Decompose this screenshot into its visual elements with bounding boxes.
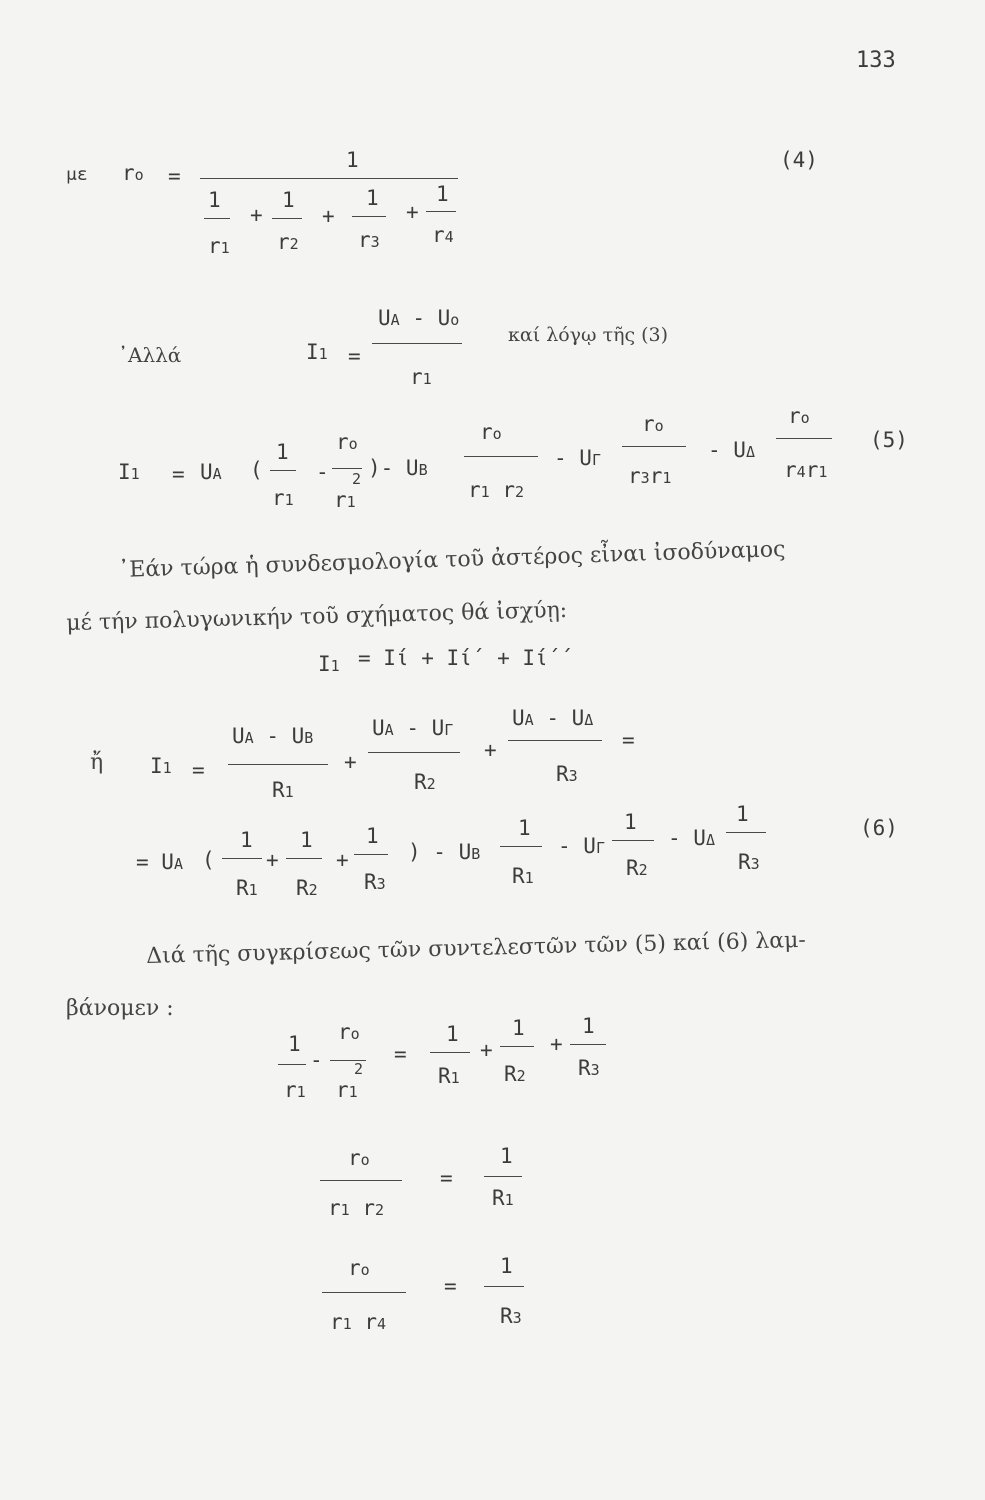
res1-f5-bar — [570, 1044, 606, 1045]
eq-r-f1-num: UA - UB — [232, 724, 314, 748]
res2-rhs-num: 1 — [500, 1144, 513, 1168]
eq4-term2-den: r2 — [277, 230, 299, 254]
res2-rhs-bar — [484, 1176, 522, 1177]
eq4-term4-bar — [426, 211, 456, 212]
eq5-tag: (5) — [870, 428, 908, 452]
eq4-numerator: 1 — [346, 148, 359, 172]
eq5-minus-ud: - UΔ — [708, 438, 755, 462]
eq6-close-ub: ) - UB — [408, 840, 481, 864]
res1-equals: = — [394, 1042, 407, 1066]
eq6-f6-num: 1 — [736, 802, 749, 826]
res1-f3-bar — [430, 1052, 470, 1053]
eq4-term2-num: 1 — [282, 188, 295, 212]
eq5-f4-den: r3r1 — [628, 464, 672, 488]
eq6-f2-den: R2 — [296, 876, 318, 900]
alla-after-text: καί λόγῳ τῆς (3) — [508, 324, 669, 346]
res3-den: r1 r4 — [330, 1310, 387, 1334]
eq4-lhs: ro — [122, 161, 144, 185]
eq6-f5-bar — [612, 840, 654, 841]
eq6-f4-bar — [500, 846, 542, 847]
paragraph1-line1: ᾽Εάν τώρα ἡ συνδεσμολογία τοῦ ἀστέρος εἶναι ἰσοδύναμος — [117, 537, 786, 583]
eq-r-equals: = — [192, 758, 205, 782]
eq6-open-paren: ( — [202, 848, 215, 872]
eq4-term3-bar — [352, 216, 386, 217]
eq5-f4-num: ro — [642, 412, 664, 436]
res1-f1-num: 1 — [288, 1032, 301, 1056]
eq6-f1-bar — [222, 858, 262, 859]
res1-f3-den: R1 — [438, 1064, 460, 1088]
eq-r-f2-num: UA - UΓ — [372, 716, 454, 740]
res1-f3-num: 1 — [446, 1022, 459, 1046]
eq5-f2-bar — [332, 468, 362, 469]
alla-numerator: UA - Uo — [378, 306, 460, 330]
eq6-f2-num: 1 — [300, 828, 313, 852]
eq4-term1-bar — [204, 218, 230, 219]
eq6-f3-bar — [354, 854, 388, 855]
sum-lhs: I1 — [318, 652, 340, 676]
eq5-f3-bar — [464, 456, 538, 457]
eq6-f4-num: 1 — [518, 816, 531, 840]
res1-plus-1: + — [480, 1038, 493, 1062]
eq6-minus-ud: - UΔ — [668, 826, 715, 850]
eq4-plus-2: + — [322, 204, 335, 228]
eq6-plus-1: + — [266, 848, 279, 872]
eq5-ua: UA — [200, 460, 222, 484]
eq5-f1-num: 1 — [276, 440, 289, 464]
eq6-f5-den: R2 — [626, 856, 648, 880]
eq4-main-fraction-bar — [200, 178, 458, 179]
eq-r-f3-bar — [508, 740, 602, 741]
alla-equals: = — [348, 344, 361, 368]
res1-f2-num: ro — [338, 1020, 360, 1044]
eq5-lhs: I1 — [118, 460, 140, 484]
eq4-term1-den: r1 — [208, 234, 230, 258]
eq6-f4-den: R1 — [512, 864, 534, 888]
eq6-tag: (6) — [860, 816, 898, 840]
eq6-f2-bar — [286, 858, 322, 859]
eq5-f4-bar — [622, 446, 686, 447]
res2-den: r1 r2 — [328, 1196, 385, 1220]
eq-r-f1-den: R1 — [272, 778, 294, 802]
res1-plus-2: + — [550, 1032, 563, 1056]
eq6-f3-den: R3 — [364, 870, 386, 894]
paragraph1-line2: μέ τήν πολυγωνικήν τοῦ σχήματος θά ἰσχύῃ: — [65, 597, 568, 636]
alla-word: ᾽Αλλά — [118, 343, 182, 367]
paragraph2-line1: Διά τῆς συγκρίσεως τῶν συντελεστῶν τῶν (5) καί (6) λαμ- — [145, 927, 807, 969]
paragraph2-line2: βάνομεν : — [66, 996, 174, 1021]
eq5-f2-den: r1 — [334, 488, 356, 512]
eq4-term4-num: 1 — [436, 182, 449, 206]
res2-equals: = — [440, 1166, 453, 1190]
sum-rhs: = Iί + Iί΄ + Iί΄΄ — [358, 646, 573, 670]
eq4-term4-den: r4 — [432, 223, 454, 247]
res1-f4-bar — [500, 1046, 534, 1047]
res3-rhs-bar — [484, 1286, 524, 1287]
res1-minus: - — [310, 1048, 323, 1072]
res1-f2-den: r1 — [336, 1078, 358, 1102]
eq5-close-ub: )- UB — [368, 456, 428, 480]
res2-rhs-den: R1 — [492, 1186, 514, 1210]
eq5-f1-bar — [270, 470, 296, 471]
eq-r-f2-den: R2 — [414, 770, 436, 794]
eq5-f2-den-sup: 2 — [352, 470, 362, 488]
eq4-lead-word: με — [66, 164, 88, 185]
eq4-term2-bar — [272, 218, 302, 219]
page-number: 133 — [856, 48, 896, 73]
eq4-term3-num: 1 — [366, 186, 379, 210]
res2-bar — [320, 1180, 402, 1181]
res3-num: ro — [348, 1256, 370, 1280]
eq5-f1-den: r1 — [272, 486, 294, 510]
res3-bar — [322, 1292, 406, 1293]
eq-r-lhs: I1 — [150, 754, 172, 778]
eq5-minus: - — [316, 460, 329, 484]
eq5-f5-num: ro — [788, 404, 810, 428]
res3-rhs-num: 1 — [500, 1254, 513, 1278]
res1-f1-den: r1 — [284, 1078, 306, 1102]
eq6-f1-num: 1 — [240, 828, 253, 852]
eq-r-f2-bar — [368, 752, 460, 753]
eq5-equals: = — [172, 462, 185, 486]
eq6-ua: = UA — [136, 850, 183, 874]
eq-r-f3-den: R3 — [556, 762, 578, 786]
eq5-f3-num: ro — [480, 420, 502, 444]
eq5-minus-ug: - UΓ — [554, 446, 601, 470]
eq-r-plus-2: + — [484, 738, 497, 762]
eq6-plus-2: + — [336, 848, 349, 872]
res1-f4-den: R2 — [504, 1062, 526, 1086]
eq4-equals: = — [168, 164, 181, 188]
eq-r-f1-bar — [228, 764, 328, 765]
res1-f5-den: R3 — [578, 1056, 600, 1080]
eq-r-plus-1: + — [344, 750, 357, 774]
alla-fraction-bar — [372, 343, 462, 344]
eq4-tag: (4) — [780, 148, 818, 172]
alla-lhs: I1 — [306, 340, 328, 364]
res1-f2-den-sup: 2 — [354, 1060, 364, 1078]
eq-r-lead: ἤ — [90, 750, 104, 775]
eq6-f6-bar — [726, 832, 766, 833]
res1-f4-num: 1 — [512, 1016, 525, 1040]
res1-f5-num: 1 — [582, 1014, 595, 1038]
res1-f1-bar — [278, 1064, 306, 1065]
eq4-plus-3: + — [406, 200, 419, 224]
eq6-f1-den: R1 — [236, 876, 258, 900]
eq4-term3-den: r3 — [358, 228, 380, 252]
eq6-f6-den: R3 — [738, 850, 760, 874]
res3-rhs-den: R3 — [500, 1304, 522, 1328]
eq4-plus-1: + — [250, 203, 263, 227]
eq6-minus-ug: - UΓ — [558, 834, 605, 858]
eq5-f5-den: r4r1 — [784, 458, 828, 482]
res3-equals: = — [444, 1274, 457, 1298]
eq4-term1-num: 1 — [208, 188, 221, 212]
eq5-f5-bar — [776, 438, 832, 439]
eq6-f3-num: 1 — [366, 824, 379, 848]
alla-denominator: r1 — [410, 365, 432, 389]
eq-r-trailing-equals: = — [622, 728, 635, 752]
eq5-f3-den: r1 r2 — [468, 478, 525, 502]
eq6-f5-num: 1 — [624, 810, 637, 834]
res2-num: ro — [348, 1146, 370, 1170]
eq5-f2-num: ro — [336, 430, 358, 454]
eq-r-f3-num: UA - UΔ — [512, 706, 594, 730]
eq5-open-paren: ( — [250, 458, 263, 482]
